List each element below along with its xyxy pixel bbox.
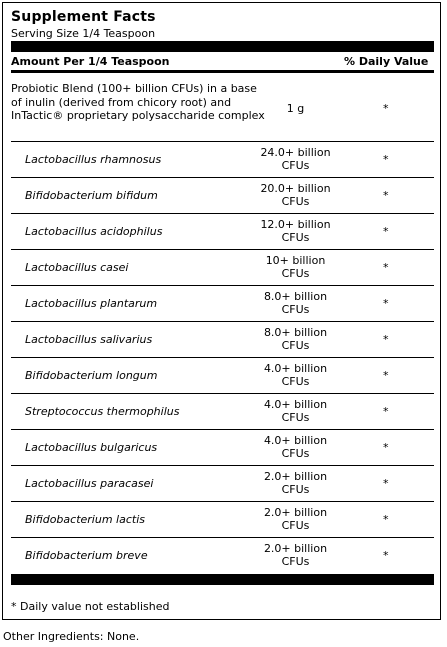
strain-name: Lactobacillus bulgaricus	[25, 441, 158, 454]
strain-amount: 8.0+ billion CFUs	[263, 290, 328, 316]
strain-daily-value: *	[383, 333, 389, 346]
strain-row	[11, 321, 434, 357]
other-ingredients: Other Ingredients: None.	[3, 630, 140, 643]
strain-daily-value: *	[383, 441, 389, 454]
strain-amount: 20.0+ billion CFUs	[260, 182, 331, 208]
divider-header	[11, 70, 434, 73]
strain-row	[11, 465, 434, 501]
blend-amount: 1 g	[286, 102, 305, 115]
serving-size: Serving Size 1/4 Teaspoon	[11, 27, 156, 40]
strain-name: Lactobacillus rhamnosus	[25, 153, 162, 166]
strain-row	[11, 537, 434, 573]
divider-thick-top	[11, 41, 434, 52]
strain-row	[11, 213, 434, 249]
strain-amount: 2.0+ billion CFUs	[263, 506, 328, 532]
strain-row	[11, 285, 434, 321]
strain-daily-value: *	[383, 225, 389, 238]
strain-daily-value: *	[383, 477, 389, 490]
strain-daily-value: *	[383, 513, 389, 526]
strain-amount: 12.0+ billion CFUs	[260, 218, 331, 244]
blend-name: Probiotic Blend (100+ billion CFUs) in a base of inulin (derived from chicory root) and InTactic® proprietary polysaccharide complex	[11, 82, 265, 122]
strain-name: Bifidobacterium breve	[25, 549, 148, 562]
amount-per-serving-header: Amount Per 1/4 Teaspoon	[11, 55, 170, 68]
strain-daily-value: *	[383, 549, 389, 562]
strain-name: Streptococcus thermophilus	[25, 405, 180, 418]
supplement-facts-panel	[2, 2, 441, 620]
blend-daily-value: *	[383, 102, 389, 115]
strain-list	[11, 141, 434, 573]
panel-title: Supplement Facts	[11, 9, 156, 25]
strain-name: Lactobacillus casei	[25, 261, 129, 274]
strain-daily-value: *	[383, 369, 389, 382]
divider-thick-bottom	[11, 574, 434, 585]
strain-row	[11, 357, 434, 393]
strain-amount: 4.0+ billion CFUs	[263, 434, 328, 460]
daily-value-header: % Daily Value	[344, 55, 429, 68]
strain-name: Bifidobacterium bifidum	[25, 189, 158, 202]
strain-daily-value: *	[383, 261, 389, 274]
strain-row	[11, 249, 434, 285]
strain-daily-value: *	[383, 189, 389, 202]
strain-amount: 2.0+ billion CFUs	[263, 542, 328, 568]
strain-daily-value: *	[383, 297, 389, 310]
strain-daily-value: *	[383, 153, 389, 166]
strain-amount: 10+ billion CFUs	[265, 254, 326, 280]
strain-amount: 24.0+ billion CFUs	[260, 146, 331, 172]
strain-row	[11, 429, 434, 465]
strain-amount: 2.0+ billion CFUs	[263, 470, 328, 496]
strain-amount: 4.0+ billion CFUs	[263, 398, 328, 424]
strain-name: Lactobacillus paracasei	[25, 477, 154, 490]
strain-name: Lactobacillus acidophilus	[25, 225, 163, 238]
strain-amount: 8.0+ billion CFUs	[263, 326, 328, 352]
strain-name: Lactobacillus plantarum	[25, 297, 158, 310]
footnote: * Daily value not established	[11, 600, 170, 613]
strain-row	[11, 141, 434, 177]
strain-row	[11, 393, 434, 429]
strain-amount: 4.0+ billion CFUs	[263, 362, 328, 388]
strain-row	[11, 177, 434, 213]
strain-daily-value: *	[383, 405, 389, 418]
strain-name: Lactobacillus salivarius	[25, 333, 153, 346]
strain-name: Bifidobacterium longum	[25, 369, 158, 382]
strain-name: Bifidobacterium lactis	[25, 513, 145, 526]
strain-row	[11, 501, 434, 537]
